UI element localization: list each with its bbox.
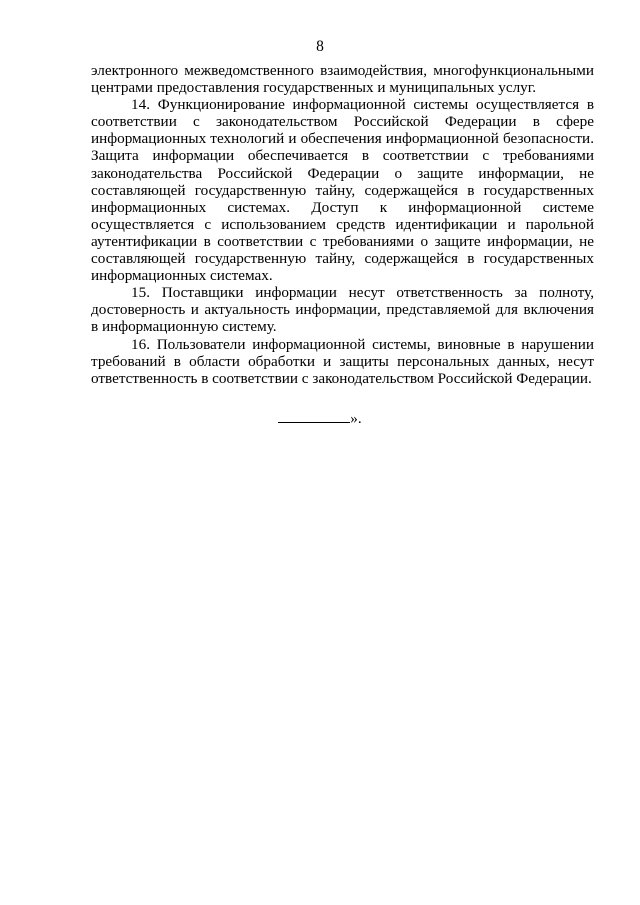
paragraph-item-15: 15. Поставщики информации несут ответственность за полноту, достоверность и актуальность информации, представляемой для включения в информационную систему. <box>91 284 594 336</box>
page-number: 8 <box>316 38 324 55</box>
closing-underline <box>278 411 350 423</box>
closing-quote-mark: ». <box>350 410 362 427</box>
document-body <box>91 62 594 387</box>
closing-block <box>0 410 640 428</box>
paragraph-item-14: 14. Функционирование информационной системы осуществляется в соответствии с законодательством Российской Федерации в сфере информационных технологий и обеспечения информационной безопасности. Защита информации обеспечивается в соответствии с требованиями законодательства Российской Федерации о защите информации, не составляющей государственную тайну, содержащейся в государственных информационных системах. Доступ к информационной системе осуществляется с использованием средств идентификации и парольной аутентификации в соответствии с требованиями о защите информации, не составляющей государственную тайну, содержащейся в государственных информационных системах. <box>91 96 594 285</box>
paragraph-item-16: 16. Пользователи информационной системы, виновные в нарушении требований в области обработки и защиты персональных данных, несут ответственность в соответствии с законодательством Российской Федерации. <box>91 335 594 387</box>
paragraph-continuation: электронного межведомственного взаимодействия, многофункциональными центрами предоставления государственных и муниципальных услуг. <box>91 62 594 97</box>
